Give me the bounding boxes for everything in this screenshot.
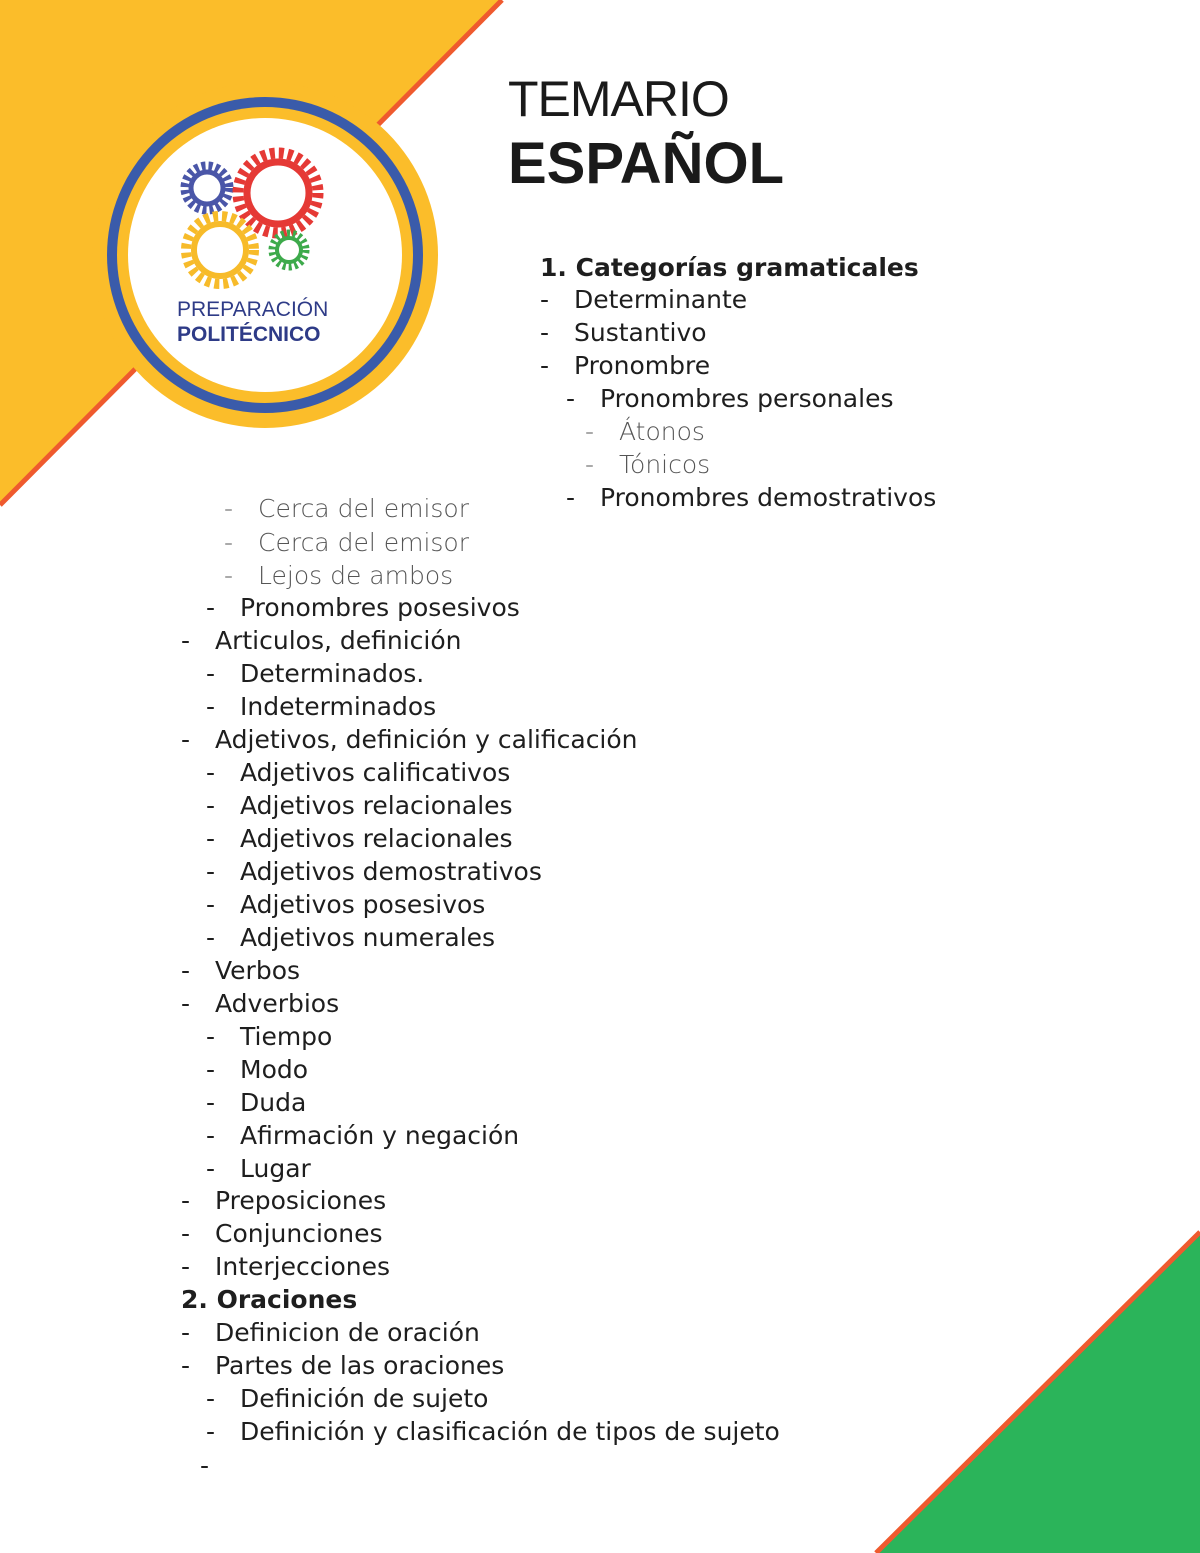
list-item: - Articulos, definición xyxy=(181,626,462,655)
list-item-empty: - xyxy=(200,1451,210,1480)
section-2-title: 2. Oraciones xyxy=(181,1285,358,1314)
list-item: - Adjetivos posesivos xyxy=(206,890,486,919)
list-item: - Adverbios xyxy=(181,989,340,1018)
logo-badge xyxy=(90,80,440,430)
list-item: - Indeterminados xyxy=(206,692,437,721)
logo-line2: POLITÉCNICO xyxy=(177,323,321,346)
list-item: - Adjetivos calificativos xyxy=(206,758,511,787)
list-item: - Pronombres personales xyxy=(566,384,894,413)
list-item: - Lugar xyxy=(206,1154,311,1183)
list-item: - Pronombre xyxy=(540,351,711,380)
list-item: - Duda xyxy=(206,1088,307,1117)
list-item: - Adjetivos relacionales xyxy=(206,791,513,820)
page-title-line1: TEMARIO xyxy=(508,71,729,127)
list-item: - Adjetivos relacionales xyxy=(206,824,513,853)
page-title-line2: ESPAÑOL xyxy=(508,131,785,196)
list-item: - Tiempo xyxy=(206,1022,333,1051)
list-item: - Lejos de ambos xyxy=(224,561,454,590)
list-item: - Definicion de oración xyxy=(181,1318,480,1347)
list-item: - Interjecciones xyxy=(181,1252,390,1281)
logo-line1: PREPARACIÓN xyxy=(177,298,329,321)
list-item: - Afirmación y negación xyxy=(206,1121,520,1150)
list-item: - Modo xyxy=(206,1055,309,1084)
list-item: - Tónicos xyxy=(585,450,711,479)
list-item: - Definición y clasificación de tipos de sujeto xyxy=(206,1417,780,1446)
list-item: - Pronombres demostrativos xyxy=(566,483,937,512)
list-item: - Determinante xyxy=(540,285,748,314)
list-item: - Adjetivos, definición y calificación xyxy=(181,725,638,754)
list-item: - Sustantivo xyxy=(540,318,707,347)
list-item: - Conjunciones xyxy=(181,1219,383,1248)
list-item: - Determinados. xyxy=(206,659,425,688)
list-item: - Cerca del emisor xyxy=(224,528,469,557)
list-item: - Verbos xyxy=(181,956,301,985)
list-item: - Pronombres posesivos xyxy=(206,593,520,622)
list-item: - Átonos xyxy=(585,417,705,446)
list-item: - Cerca del emisor xyxy=(224,494,469,523)
list-item: - Adjetivos numerales xyxy=(206,923,496,952)
list-item: - Adjetivos demostrativos xyxy=(206,857,542,886)
list-item: - Partes de las oraciones xyxy=(181,1351,505,1380)
list-item: - Preposiciones xyxy=(181,1186,387,1215)
list-item: - Definición de sujeto xyxy=(206,1384,489,1413)
section-1-title: 1. Categorías gramaticales xyxy=(540,253,919,282)
